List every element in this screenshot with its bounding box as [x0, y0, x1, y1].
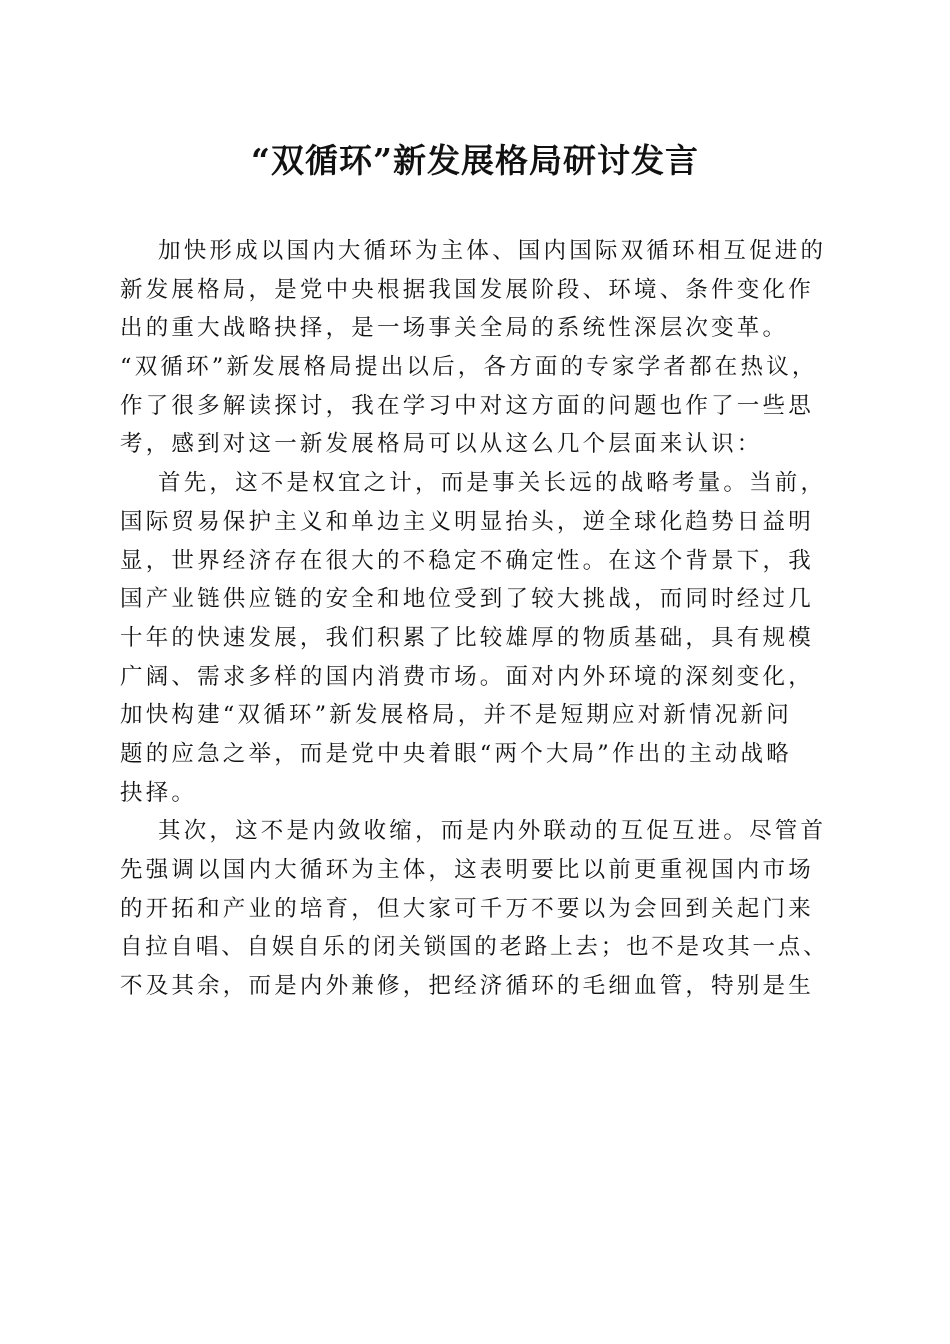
text-line: 考，感到对这一新发展格局可以从这么几个层面来认识：	[120, 431, 763, 458]
document-body	[120, 232, 830, 1006]
text-line: 抉择。	[120, 779, 198, 806]
text-line: 国产业链供应链的安全和地位受到了较大挑战，而同时经过几	[120, 586, 814, 613]
text-line: 不及其余，而是内外兼修，把经济循环的毛细血管，特别是生	[120, 973, 814, 1000]
text-line: 的开拓和产业的培育，但大家可千万不要以为会回到关起门来	[120, 895, 814, 922]
text-line: 广阔、需求多样的国内消费市场。面对内外环境的深刻变化，	[120, 663, 814, 690]
text-line: 十年的快速发展，我们积累了比较雄厚的物质基础，具有规模	[120, 624, 814, 651]
text-line: 题的应急之举，而是党中央着眼“两个大局”作出的主动战略	[120, 740, 792, 767]
text-line: 作了很多解读探讨，我在学习中对这方面的问题也作了一些思	[120, 392, 814, 419]
text-line: 国际贸易保护主义和单边主义明显抬头，逆全球化趋势日益明	[120, 508, 814, 535]
text-line: 加快构建“双循环”新发展格局，并不是短期应对新情况新问	[120, 702, 792, 729]
text-line: 出的重大战略抉择，是一场事关全局的系统性深层次变革。	[120, 315, 789, 342]
text-line: 首先，这不是权宜之计，而是事关长远的战略考量。当前，	[158, 470, 827, 497]
text-line: “双循环”新发展格局提出以后，各方面的专家学者都在热议，	[120, 354, 818, 381]
text-line: 显，世界经济存在很大的不稳定不确定性。在这个背景下，我	[120, 547, 814, 574]
text-line: 加快形成以国内大循环为主体、国内国际双循环相互促进的	[158, 238, 827, 264]
text-line: 其次，这不是内敛收缩，而是内外联动的互促互进。尽管首	[158, 818, 827, 845]
document-title: “双循环”新发展格局研讨发言	[251, 141, 699, 180]
text-line: 先强调以国内大循环为主体，这表明要比以前更重视国内市场	[120, 857, 814, 883]
text-line: 新发展格局，是党中央根据我国发展阶段、环境、条件变化作	[120, 276, 814, 303]
text-line: 自拉自唱、自娱自乐的闭关锁国的老路上去；也不是攻其一点、	[120, 934, 829, 961]
